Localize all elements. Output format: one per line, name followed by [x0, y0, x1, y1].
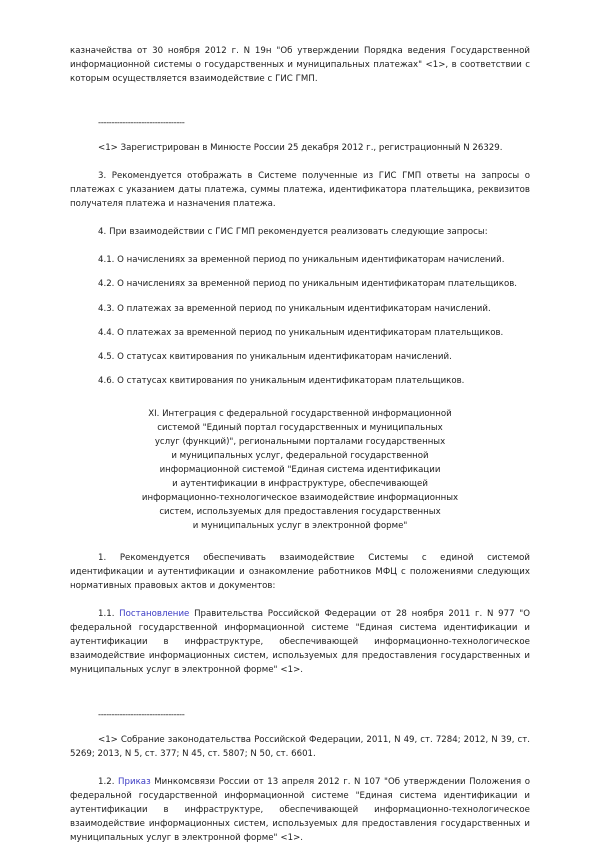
list-item-4-4: 4.4. О платежах за временной период по уникальным идентификаторам плательщиков. [98, 327, 504, 338]
paragraph-intro: казначейства от 30 ноября 2012 г. N 19н "Об утверждении Порядка ведения Государственной информационной системы о государственных и муниципальных платежах" <1>, в соответствии с которым осуществляется взаимодействие с ГИС ГМП. [70, 46, 530, 85]
document-body [70, 44, 530, 845]
heading-line-1: XI. Интеграция с федеральной государственной информационной [148, 408, 452, 419]
section-heading [70, 407, 530, 533]
heading-line-5: информационной системой "Единая система идентификации [159, 464, 441, 475]
paragraph-1-2-number: 1.2. [98, 776, 115, 787]
list-item-4-6: 4.6. О статусах квитирования по уникальным идентификаторам плательщиков. [98, 375, 465, 386]
paragraph-1-1-text: Правительства Российской Федерации от 28 ноября 2011 г. N 977 "О федеральной государственной информационной системе "Единая система идентификации и аутентификации в инфраструктуре, обеспечивающей информационно-технологическое взаимодействие информационных систем, используемых для предоставления государственных и муниципальных услуг в электронной форме" <1>. [70, 609, 530, 676]
list-item-4-1: 4.1. О начислениях за временной период по уникальным идентификаторам начислений. [98, 255, 505, 266]
paragraph-3: 3. Рекомендуется отображать в Системе полученные из ГИС ГМП ответы на запросы о платежах с указанием даты платежа, суммы платежа, идентификатора плательщика, реквизитов получателя платежа и назначения платежа. [70, 171, 530, 210]
paragraph-1-2-text: Минкомсвязи России от 13 апреля 2012 г. N 107 "Об утверждении Положения о федеральной государственной информационной системе "Единая система идентификации и аутентификации в инфраструктуре, обеспечивающей информационно-технологическое взаимодействие информационных систем, используемых для предоставления государственных и муниципальных услуг в электронной форме" <1>. [70, 776, 530, 843]
link-prikaz[interactable]: Приказ [118, 776, 151, 787]
footnote-separator-2: -------------------------------- [98, 709, 185, 720]
heading-line-7: информационно-технологическое взаимодействие информационных [141, 492, 459, 503]
list-item-4-5: 4.5. О статусах квитирования по уникальным идентификаторам начислений. [98, 351, 452, 362]
footnote-2: <1> Собрание законодательства Российской Федерации, 2011, N 49, ст. 7284; 2012, N 39, ст. 5269; 2013, N 5, ст. 377; N 45, ст. 5807; N 50, ст. 6601. [70, 734, 530, 759]
paragraph-section-1: 1. Рекомендуется обеспечивать взаимодействие Системы с единой системой идентификации и аутентификации и ознакомление работников МФЦ с положениями следующих нормативных правовых актов и документов: [70, 553, 530, 592]
footnote-separator-1: -------------------------------- [98, 118, 185, 129]
spacer [70, 96, 530, 102]
heading-line-9: и муниципальных услуг в электронной форме" [192, 521, 408, 532]
heading-line-4: и муниципальных услуг, федеральной государственной [171, 450, 429, 461]
paragraph-1-1 [70, 607, 530, 677]
paragraph-1-2 [70, 775, 530, 845]
paragraph-1-1-number: 1.1. [98, 609, 115, 620]
list-item-4-2: 4.2. О начислениях за временной период по уникальным идентификаторам плательщиков. [98, 279, 517, 290]
spacer [70, 688, 530, 694]
heading-line-2: системой "Единый портал государственных и муниципальных [157, 422, 443, 433]
heading-line-8: систем, используемых для предоставления государственных [159, 507, 441, 518]
list-item-4-3: 4.3. О платежах за временной период по уникальным идентификаторам начислений. [98, 303, 491, 314]
link-postanovlenie[interactable]: Постановление [119, 609, 190, 620]
heading-line-3: услуг (функций)", региональными порталами государственных [154, 436, 446, 447]
heading-line-6: и аутентификации в инфраструктуре, обеспечивающей [172, 478, 428, 489]
footnote-1: <1> Зарегистрирован в Минюсте России 25 декабря 2012 г., регистрационный N 26329. [98, 143, 503, 154]
paragraph-4: 4. При взаимодействии с ГИС ГМП рекомендуется реализовать следующие запросы: [98, 227, 488, 238]
